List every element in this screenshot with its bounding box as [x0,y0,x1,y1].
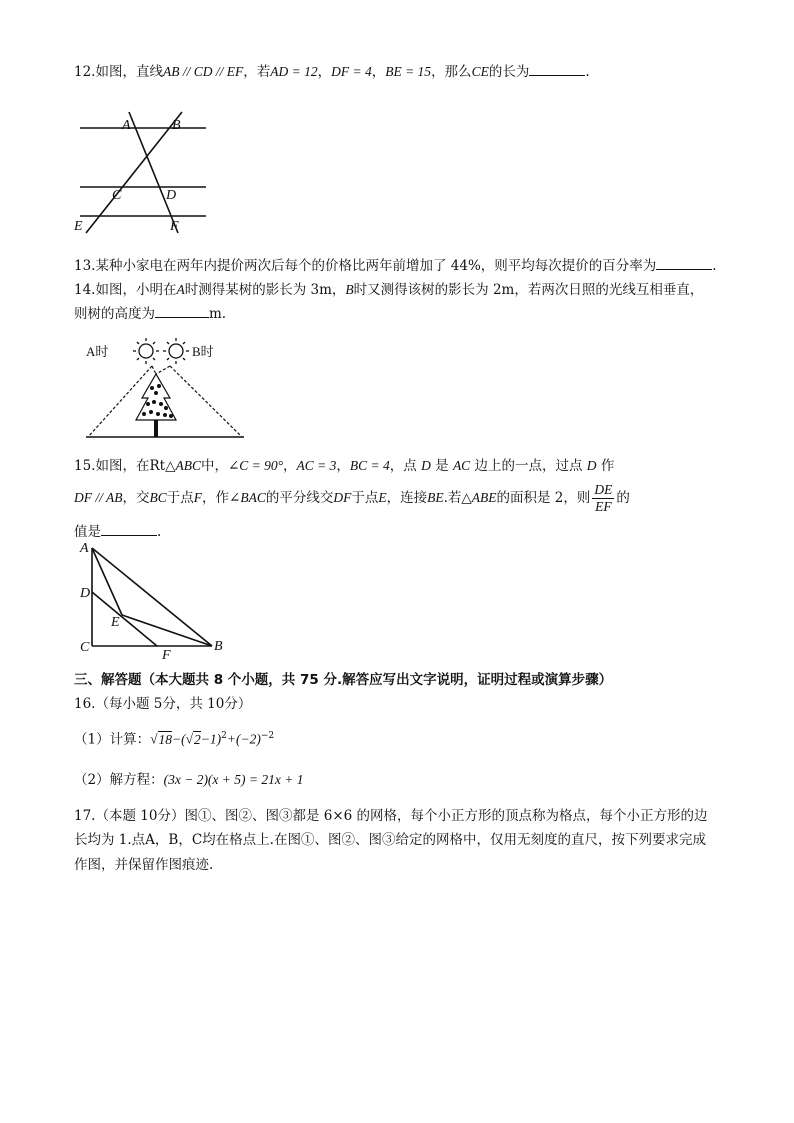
side-ab [92,548,212,646]
label-d: D [80,586,91,601]
q16-part1: （1）计算：$√18-(√2-1)^2+(-2)^{-2}$ [74,731,275,748]
q15-line1: 15.如图，在Rt△ABC中，∠C = 90°，AC = 3，BC = 4，点 D 是 AC 边上的一点，过点 D 作 [74,458,615,474]
q14-line1: 14.如图，小明在A时测得某树的影长为 3m，B时又测得该树的影长为 2m，若两次日照的光线互相垂直， [74,282,704,298]
segment-df [92,592,157,646]
fraction-de-ef: $\frac{DE}{EF}$ [594,482,613,514]
line-be [86,112,182,233]
q17-line2: 长均为 1.点A，B，C均在格点上.在图①、图②、图③给定的网格中，仅用无刻度的直尺，按下列要求完成 [74,832,706,848]
q13-text: 13.某种小家电在两年内提价两次后每个的价格比两年前增加了 44%，则平均每次提价的百分率为 . [74,258,717,274]
label-b-time: B时 [192,344,214,359]
q15-figure [78,541,238,663]
q16-part2: （2）解方程：(3x − 2)(x + 5) = 21x + 1 [74,772,304,788]
q17-line3: 作图，并保留作图痕迹. [74,857,214,873]
label-d: D [166,188,177,203]
label-e: E [74,219,83,234]
q17-line1: 17.（本题 10分）图①、图②、图③都是 6×6 的网格，每个小正方形的顶点称为格点，每个小正方形的边 [74,808,708,824]
sun-a-icon [133,338,159,364]
label-b: B [172,118,181,133]
label-b: B [214,639,223,654]
q12-text: 12.如图，直线AB // CD // EF，若AD = 12，DF = 4，BE = 15，那么CE的长为 . [74,64,590,80]
answer-blank [656,257,712,270]
answer-blank [155,305,209,318]
label-f: F [162,648,171,663]
label-c: C [80,640,90,655]
label-a: A [122,118,131,133]
label-c: C [112,188,122,203]
tree-icon [136,374,176,437]
q14-figure [86,336,256,442]
answer-blank [529,63,585,76]
label-f: F [170,219,179,234]
line-ad [129,112,178,233]
q14-line2: 则树的高度为 m. [74,306,227,322]
q16-head: 16.（每小题 5分，共 10分） [74,696,252,712]
answer-blank [101,523,157,536]
q15-line3: 值是 . [74,524,162,540]
label-e: E [111,615,120,630]
label-a-time: A时 [86,344,109,359]
q12-figure [74,104,224,236]
label-a: A [80,541,89,556]
section-heading: 三、解答题（本大题共 8 个小题，共 75 分.解答应写出文字说明，证明过程或演算步骤） [74,672,613,688]
segment-be [122,615,212,646]
q15-line2: DF // AB，交BC于点F，作∠BAC的平分线交DF于点E，连接BE.若△ABE的面积是 2，则 $\frac{DE}{EF}$ 的 [74,482,630,514]
sun-b-icon [163,338,189,364]
